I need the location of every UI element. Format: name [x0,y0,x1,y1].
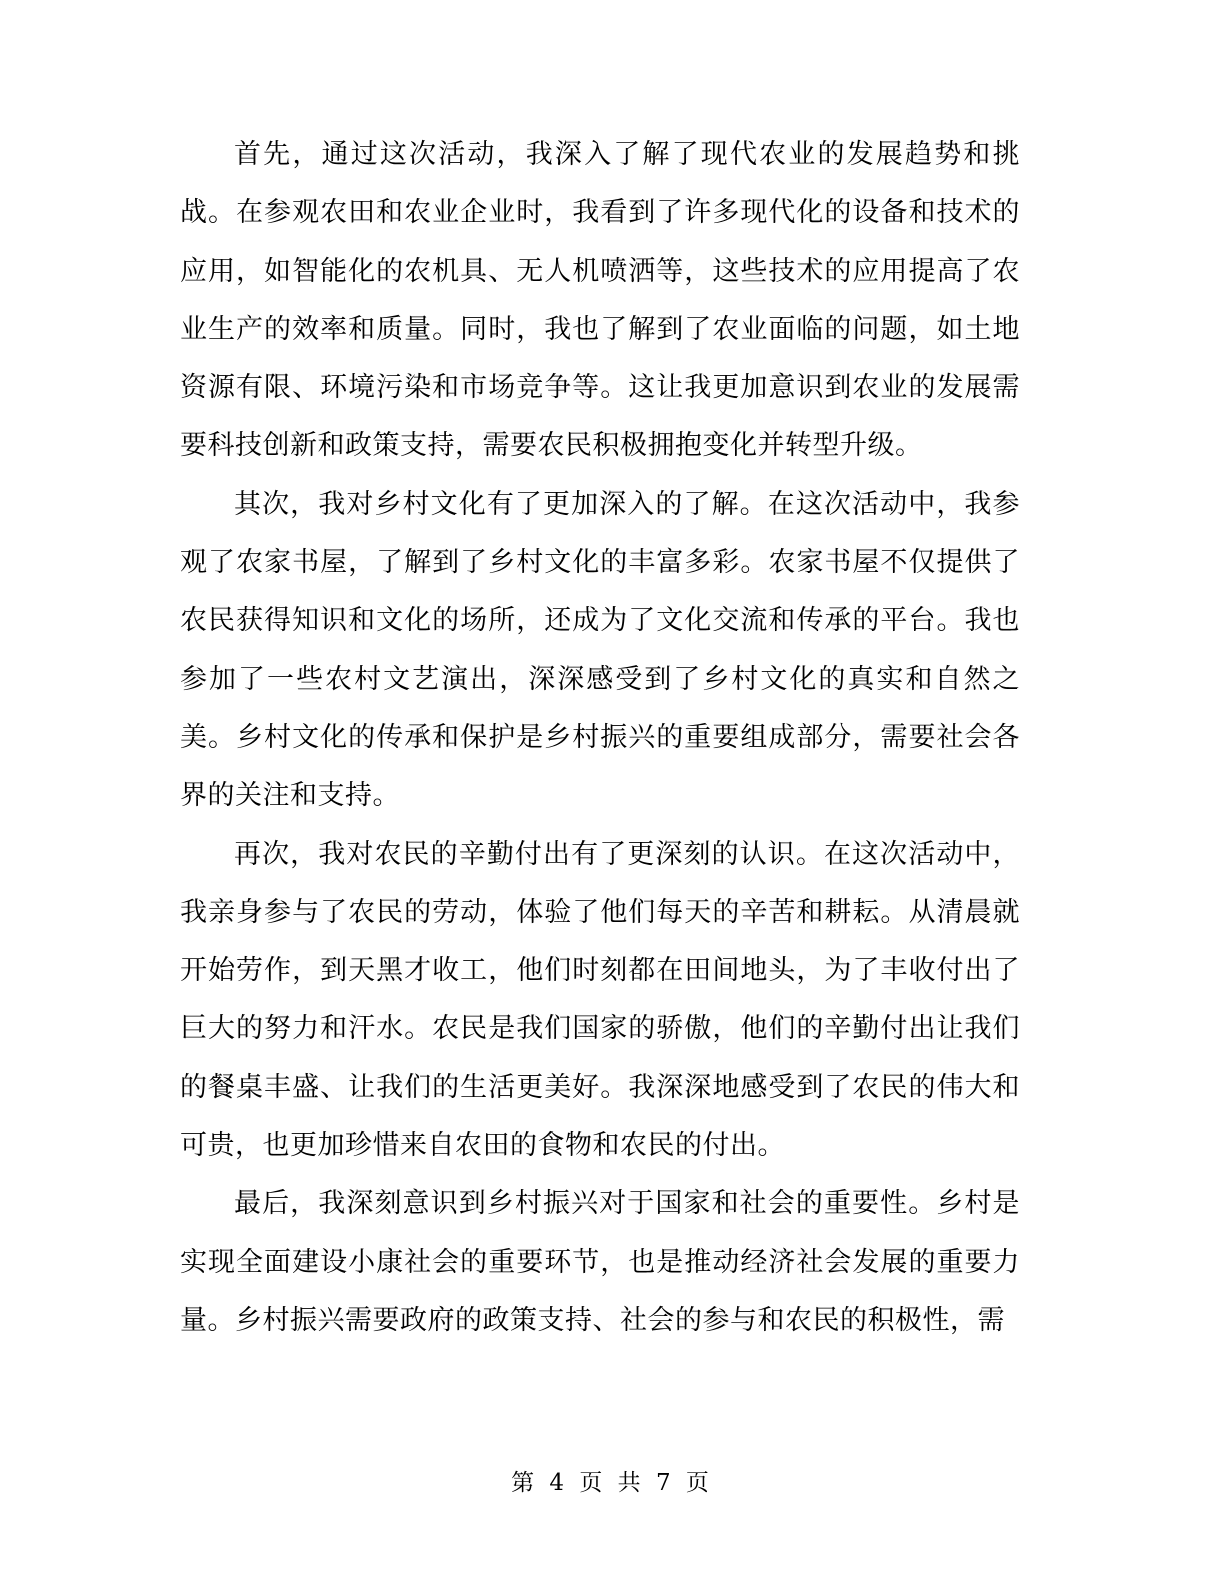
document-body [180,126,1020,1350]
paragraph-rural-revitalization: 最后，我深刻意识到乡村振兴对于国家和社会的重要性。乡村是实现全面建设小康社会的重要环节，也是推动经济社会发展的重要力量。乡村振兴需要政府的政策支持、社会的参与和农民的积极性，需 [180,1188,1020,1336]
paragraph-modern-agriculture: 首先，通过这次活动，我深入了解了现代农业的发展趋势和挑战。在参观农田和农业企业时，我看到了许多现代化的设备和技术的应用，如智能化的农机具、无人机喷洒等，这些技术的应用提高了农业生产的效率和质量。同时，我也了解到了农业面临的问题，如土地资源有限、环境污染和市场竞争等。这让我更加意识到农业的发展需要科技创新和政策支持，需要农民积极拥抱变化并转型升级。 [180,139,1020,462]
paragraph-rural-culture: 其次，我对乡村文化有了更加深入的了解。在这次活动中，我参观了农家书屋，了解到了乡村文化的丰富多彩。农家书屋不仅提供了农民获得知识和文化的场所，还成为了文化交流和传承的平台。我也参加了一些农村文艺演出，深深感受到了乡村文化的真实和自然之美。乡村文化的传承和保护是乡村振兴的重要组成部分，需要社会各界的关注和支持。 [180,488,1020,812]
page-number-footer: 第 4 页 共 7 页 [511,1470,713,1496]
paragraph-farmers-labor: 再次，我对农民的辛勤付出有了更深刻的认识。在这次活动中，我亲身参与了农民的劳动，体验了他们每天的辛苦和耕耘。从清晨就开始劳作，到天黑才收工，他们时刻都在田间地头，为了丰收付出了巨大的努力和汗水。农民是我们国家的骄傲，他们的辛勤付出让我们的餐桌丰盛、让我们的生活更美好。我深深地感受到了农民的伟大和可贵，也更加珍惜来自农田的食物和农民的付出。 [180,838,1020,1162]
